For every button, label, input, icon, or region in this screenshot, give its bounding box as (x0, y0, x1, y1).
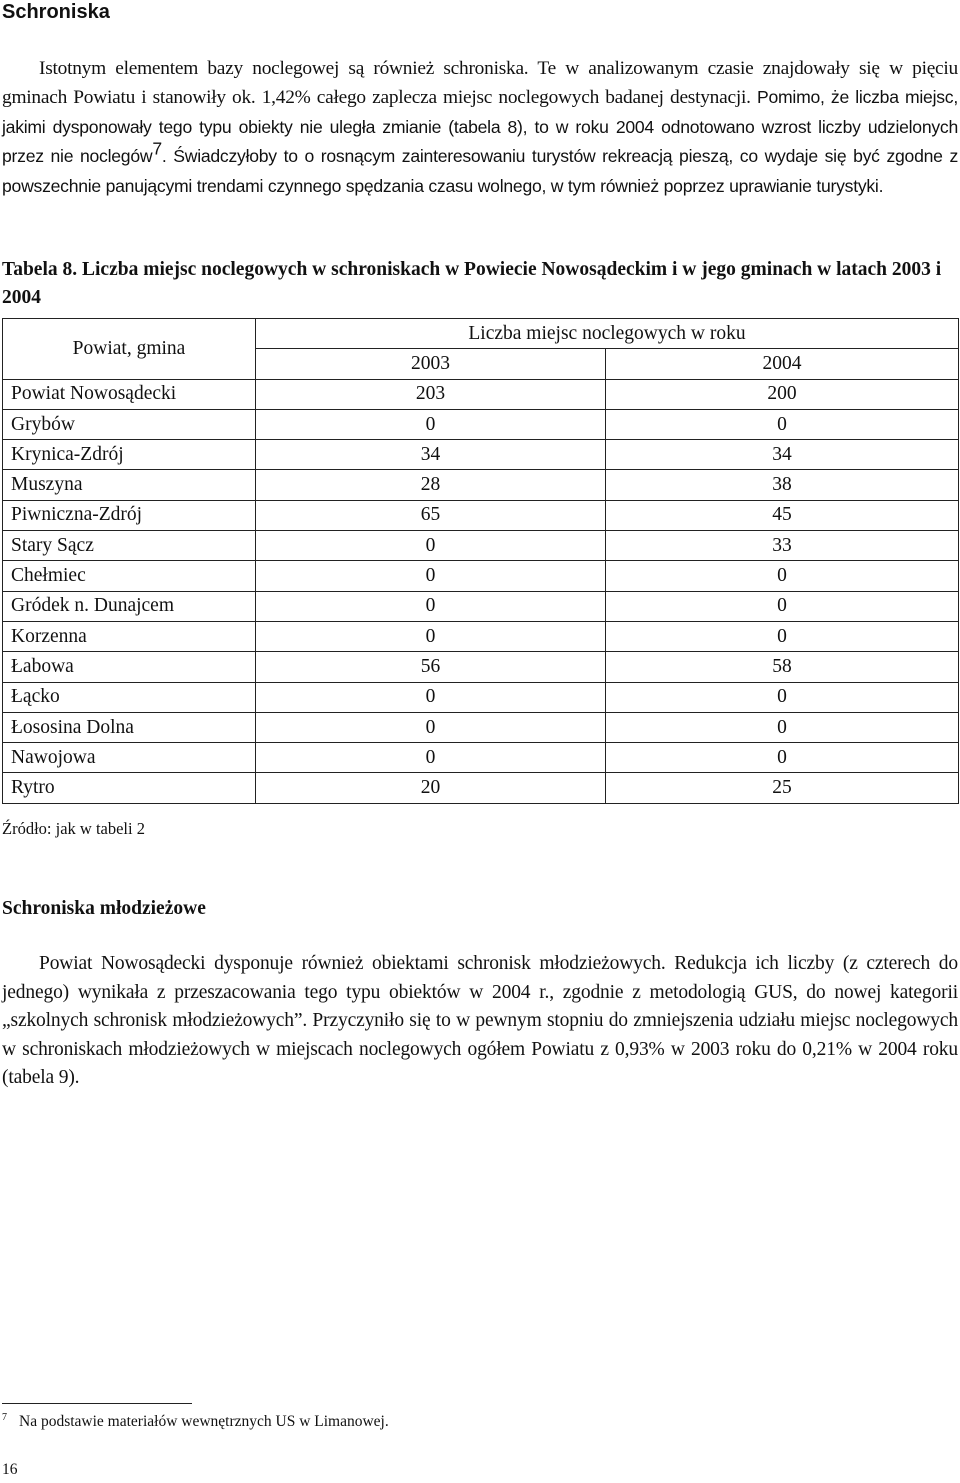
cell-2004: 0 (606, 712, 959, 742)
footnote-divider (2, 1403, 192, 1404)
cell-2004: 0 (606, 409, 959, 439)
cell-2004: 25 (606, 773, 959, 803)
cell-gmina: Rytro (3, 773, 256, 803)
header-year-2003: 2003 (256, 349, 606, 379)
table-row (3, 440, 959, 470)
table-row (3, 561, 959, 591)
cell-2004: 58 (606, 652, 959, 682)
cell-2004: 200 (606, 379, 959, 409)
cell-2003: 0 (256, 712, 606, 742)
table-row (3, 531, 959, 561)
cell-gmina: Piwniczna-Zdrój (3, 500, 256, 530)
table-row (3, 712, 959, 742)
paragraph-part-1: Istotnym elementem bazy noclegowej są również schroniska. Te w analizowanym czasie znajdowały się w pięciu gminach Powiatu i stanowiły ok. 1,42% całego zaplecza miejsc noclegowych badanej destynacji. (2, 58, 958, 109)
cell-2004: 0 (606, 591, 959, 621)
table-row (3, 409, 959, 439)
section-heading-schroniska: Schroniska (2, 1, 110, 23)
footnote-reference[interactable]: 7 (152, 138, 162, 159)
cell-2003: 20 (256, 773, 606, 803)
table-body (3, 379, 959, 803)
cell-gmina: Korzenna (3, 621, 256, 651)
cell-2004: 33 (606, 531, 959, 561)
cell-2003: 0 (256, 409, 606, 439)
cell-2003: 34 (256, 440, 606, 470)
paragraph-schroniska-mlodziezowe: Powiat Nowosądecki dysponuje również obiektami schronisk młodzieżowych. Redukcja ich liczby (z czterech do jednego) wynikała z przeszacowania tego typu obiektów w 2004 r., zgodnie z metodologią GUS, do nowej kategorii „szkolnych schronisk młodzieżowych”. Przyczyniło się to w pewnym stopniu do zmniejszenia udziału miejsc noclegowych w schroniskach młodzieżowych w miejscach noclegowych ogółem Powiatu z 0,93% w 2003 roku do 0,21% w 2004 roku (tabela 9). (2, 953, 958, 1089)
header-gmina: Powiat, gmina (3, 319, 256, 380)
cell-2003: 203 (256, 379, 606, 409)
header-group: Liczba miejsc noclegowych w roku (256, 319, 959, 349)
cell-2003: 0 (256, 591, 606, 621)
cell-2004: 0 (606, 621, 959, 651)
cell-2004: 34 (606, 440, 959, 470)
table-row (3, 773, 959, 803)
cell-gmina: Muszyna (3, 470, 256, 500)
cell-2003: 0 (256, 682, 606, 712)
cell-gmina: Gródek n. Dunajcem (3, 591, 256, 621)
cell-2004: 0 (606, 561, 959, 591)
footnote-text: Na podstawie materiałów wewnętrznych US w Limanowej. (19, 1413, 389, 1430)
cell-gmina: Łososina Dolna (3, 712, 256, 742)
cell-gmina: Krynica-Zdrój (3, 440, 256, 470)
cell-2003: 56 (256, 652, 606, 682)
cell-gmina: Powiat Nowosądecki (3, 379, 256, 409)
cell-2004: 0 (606, 682, 959, 712)
cell-gmina: Grybów (3, 409, 256, 439)
cell-2003: 0 (256, 743, 606, 773)
beds-table (2, 318, 959, 804)
footnote-mark: 7 (2, 1411, 7, 1423)
table-row (3, 470, 959, 500)
table-row (3, 621, 959, 651)
cell-2003: 0 (256, 621, 606, 651)
table-row (3, 652, 959, 682)
cell-gmina: Łabowa (3, 652, 256, 682)
table-caption: Tabela 8. Liczba miejsc noclegowych w schroniskach w Powiecie Nowosądeckim i w jego gminach w latach 2003 i 2004 (2, 259, 942, 308)
paragraph-part-3: . Świadczyłoby to o rosnącym zainteresowaniu turystów rekreacją pieszą, co wydaje się być zgodne z powszechnie panującymi trendami czynnego spędzania czasu wolnego, w tym również poprzez uprawianie turystyki. (2, 146, 958, 196)
cell-2003: 0 (256, 561, 606, 591)
table-row (3, 591, 959, 621)
cell-2003: 65 (256, 500, 606, 530)
cell-2004: 0 (606, 743, 959, 773)
cell-gmina: Chełmiec (3, 561, 256, 591)
section-heading-schroniska-mlodziezowe: Schroniska młodzieżowe (2, 898, 206, 919)
table-row (3, 682, 959, 712)
cell-2004: 38 (606, 470, 959, 500)
cell-2004: 45 (606, 500, 959, 530)
paragraph-part-2: Pomimo, że liczba miejsc, jakimi dysponowały tego typu obiekty nie uległa zmianie (tabela 8), to w roku 2004 odnotowano wzrost liczby udzielonych przez nie noclegów (2, 87, 958, 167)
table-source: Źródło: jak w tabeli 2 (2, 819, 145, 838)
header-year-2004: 2004 (606, 349, 959, 379)
cell-2003: 28 (256, 470, 606, 500)
table-row (3, 500, 959, 530)
footnote (2, 1411, 389, 1433)
table-row (3, 379, 959, 409)
cell-gmina: Łącko (3, 682, 256, 712)
cell-gmina: Nawojowa (3, 743, 256, 773)
cell-2003: 0 (256, 531, 606, 561)
table-row (3, 743, 959, 773)
page-number: 16 (2, 1461, 18, 1478)
paragraph-schroniska (2, 55, 958, 201)
cell-gmina: Stary Sącz (3, 531, 256, 561)
